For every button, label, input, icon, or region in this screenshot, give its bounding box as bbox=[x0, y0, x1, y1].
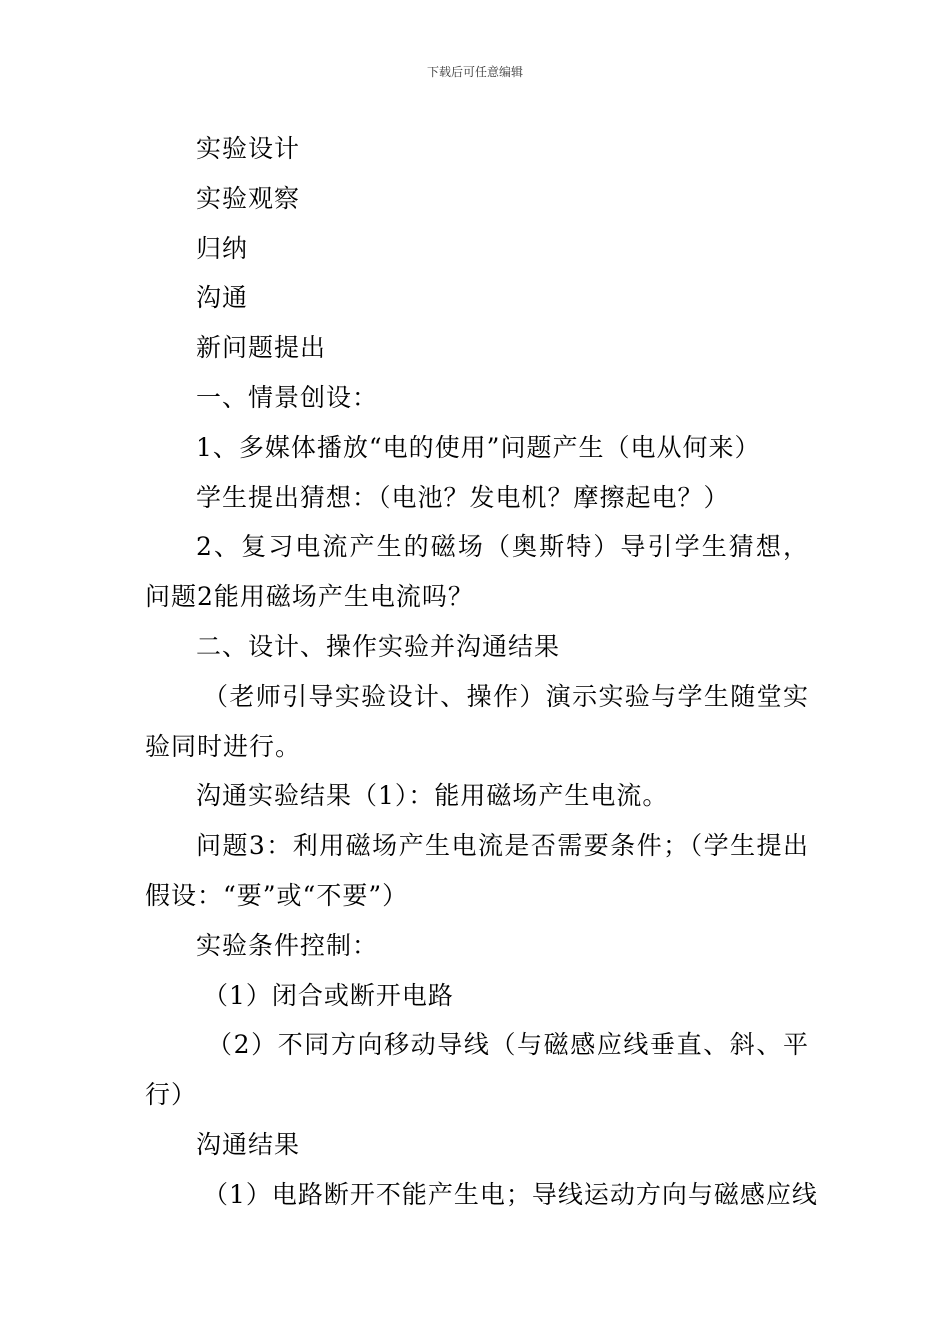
page-header-note: 下载后可任意编辑 bbox=[426, 65, 523, 79]
paragraph-induction: 归纳 bbox=[196, 233, 249, 263]
paragraph-experiment-design: 实验设计 bbox=[196, 134, 301, 163]
list-item-circuit: （1）闭合或断开电路 bbox=[203, 980, 454, 1010]
paragraph-new-question: 新问题提出 bbox=[196, 333, 327, 363]
paragraph-condition-control: 实验条件控制： bbox=[196, 930, 379, 960]
section-heading-design-experiment: 二、设计、操作实验并沟通结果 bbox=[196, 631, 561, 661]
paragraph-question-3: 问题3：利用磁场产生电流是否需要条件；（学生提出假设：“要”或“不要”） bbox=[145, 831, 809, 910]
paragraph-communication-result: 沟通结果 bbox=[196, 1129, 301, 1159]
paragraph-review-magnetic-field: 2、复习电流产生的磁场（奥斯特）导引学生猜想，问题2能用磁场产生电流吗？ bbox=[145, 532, 809, 612]
paragraph-student-guess: 学生提出猜想：（电池？发电机？摩擦起电？） bbox=[196, 482, 730, 512]
paragraph-result-detail: （1）电路断开不能产生电；导线运动方向与磁感应线 bbox=[203, 1179, 818, 1209]
list-item-wire-direction: （2）不同方向移动导线（与磁感应线垂直、斜、平行） bbox=[145, 1030, 809, 1110]
paragraph-result-1: 沟通实验结果（1）：能用磁场产生电流。 bbox=[196, 781, 669, 811]
paragraph-experiment-observation: 实验观察 bbox=[196, 183, 301, 213]
paragraph-multimedia: 1、多媒体播放“电的使用”问题产生（电从何来） bbox=[196, 432, 761, 462]
paragraph-demo-experiment: （老师引导实验设计、操作）演示实验与学生随堂实验同时进行。 bbox=[145, 681, 809, 761]
section-heading-scenario: 一、情景创设： bbox=[196, 382, 379, 412]
document-body bbox=[145, 124, 818, 1220]
paragraph-communication: 沟通 bbox=[196, 283, 249, 313]
